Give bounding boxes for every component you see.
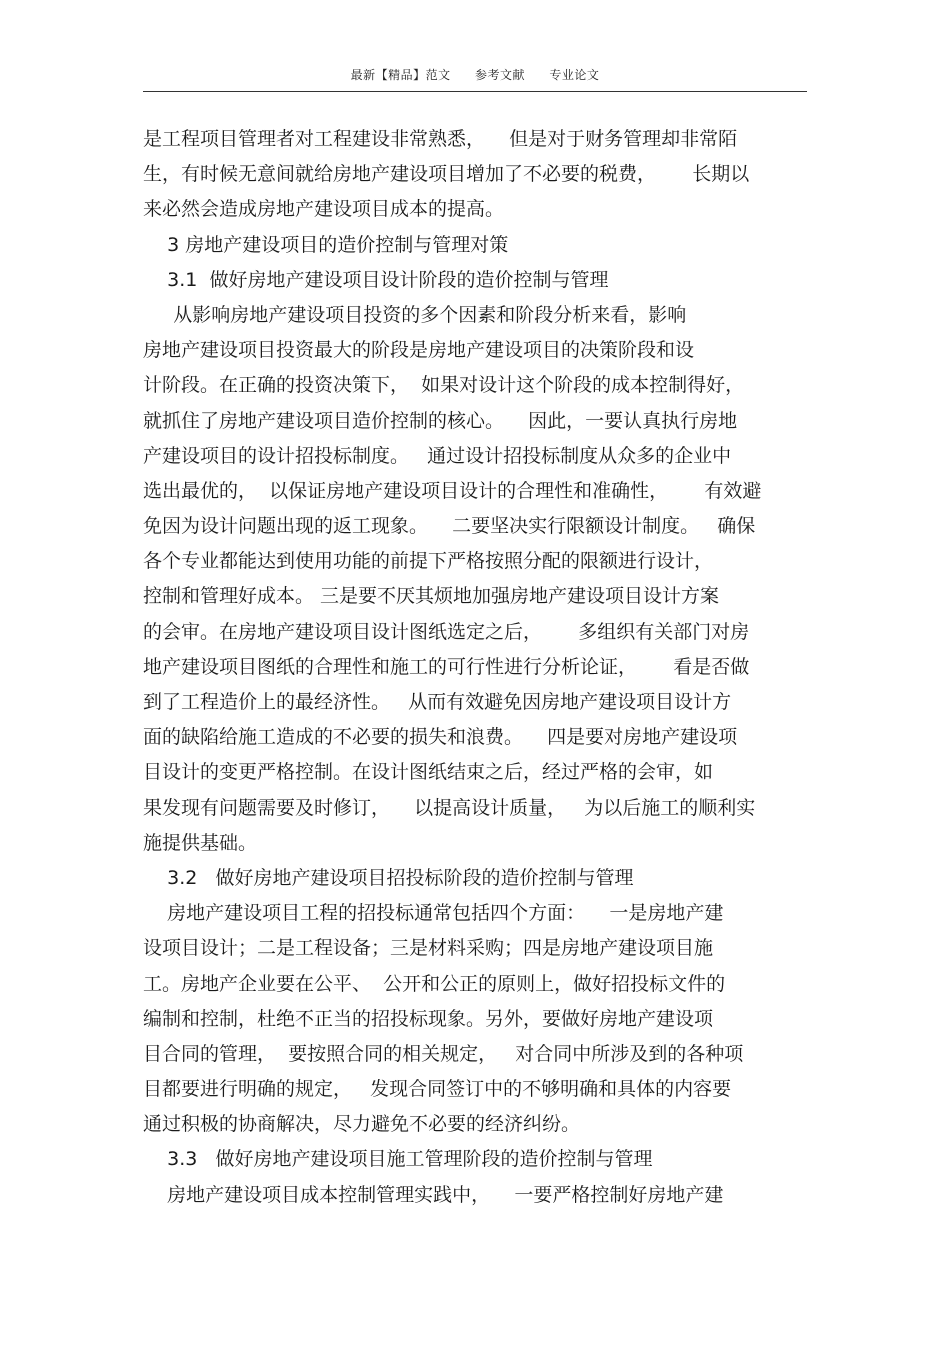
text-line: 就抓住了房地产建设项目造价控制的核心。 因此，一要认真执行房地 [143,409,738,432]
text-line: 工。房地产企业要在公平、 公开和公正的原则上，做好招投标文件的 [143,972,726,995]
text-line: 地产建设项目图纸的合理性和施工的可行性进行分析论证， 看是否做 [143,655,750,678]
text-line: 目设计的变更严格控制。在设计图纸结束之后，经过严格的会审，如 [143,761,714,784]
text-line: 各个专业都能达到使用功能的前提下严格按照分配的限额进行设计， [143,550,714,573]
text-line: 房地产建设项目工程的招投标通常包括四个方面： 一是房地产建 [143,902,724,925]
text-line: 产建设项目的设计招投标制度。 通过设计招投标制度从众多的企业中 [143,444,732,467]
text-line: 面的缺陷给施工造成的不必要的损失和浪费。 四是要对房地产建设项 [143,726,738,749]
text-line: 编制和控制，杜绝不正当的招投标现象。另外，要做好房地产建设项 [143,1007,714,1030]
text-line: 通过积极的协商解决，尽力避免不必要的经济纠纷。 [143,1113,581,1136]
text-line: 施提供基础。 [143,831,258,854]
body-text [143,122,807,1213]
header-divider [143,91,807,92]
text-line: 选出最优的， 以保证房地产建设项目设计的合理性和准确性， 有效避 [143,479,762,502]
subsection-heading: 3.2 做好房地产建设项目招投标阶段的造价控制与管理 [143,866,634,889]
text-line: 免因为设计问题出现的返工现象。 二要坚决实行限额设计制度。 确保 [143,515,756,538]
section-heading: 3 房地产建设项目的造价控制与管理对策 [143,233,509,256]
text-line: 到了工程造价上的最经济性。 从而有效避免因房地产建设项目设计方 [143,691,732,713]
page-header [143,66,807,83]
text-line: 目都要进行明确的规定， 发现合同签订中的不够明确和具体的内容要 [143,1078,732,1101]
text-line: 设项目设计；二是工程设备；三是材料采购；四是房地产建设项目施 [143,937,714,960]
text-line: 果发现有问题需要及时修订， 以提高设计质量， 为以后施工的顺利实 [143,796,756,819]
text-line: 生，有时候无意间就给房地产建设项目增加了不必要的税费， 长期以 [143,163,750,186]
text-line: 计阶段。在正确的投资决策下， 如果对设计这个阶段的成本控制得好， [143,374,745,397]
text-line: 来必然会造成房地产建设项目成本的提高。 [143,198,505,221]
header-item: 专业论文 [549,68,600,82]
header-item: 最新【精品】范文 [350,68,451,82]
text-line: 从影响房地产建设项目投资的多个因素和阶段分析来看，影响 [143,303,687,326]
text-line: 是工程项目管理者对工程建设非常熟悉， 但是对于财务管理却非常陌 [143,128,738,150]
subsection-heading: 3.1 做好房地产建设项目设计阶段的造价控制与管理 [143,268,609,291]
text-line: 房地产建设项目投资最大的阶段是房地产建设项目的决策阶段和设 [143,339,695,362]
text-line: 目合同的管理， 要按照合同的相关规定， 对合同中所涉及到的各种项 [143,1042,744,1065]
text-line: 房地产建设项目成本控制管理实践中， 一要严格控制好房地产建 [143,1183,724,1206]
text-line: 控制和管理好成本。 三是要不厌其烦地加强房地产建设项目设计方案 [143,585,720,608]
text-line: 的会审。在房地产建设项目设计图纸选定之后， 多组织有关部门对房 [143,620,750,643]
subsection-heading: 3.3 做好房地产建设项目施工管理阶段的造价控制与管理 [143,1148,653,1171]
header-item: 参考文献 [474,68,525,82]
